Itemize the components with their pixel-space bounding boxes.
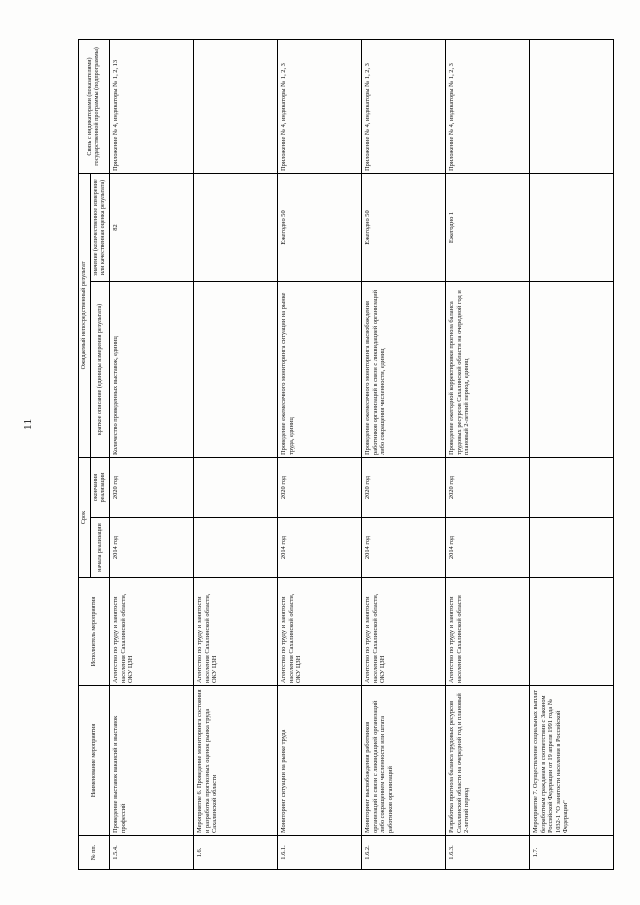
table-row: [362, 39, 446, 869]
rotated-table-area: [78, 40, 570, 870]
header-term-end: окончания реализации: [91, 458, 110, 518]
table-row: [530, 39, 614, 869]
row-link: Приложение № 4, индикаторы № 1, 2, 3: [446, 39, 530, 173]
row-term-end: 2020 год: [110, 458, 194, 518]
row-link: [194, 39, 278, 173]
header-link: Связь с индикаторами (показателями) государственной программы (подпрограммы): [79, 39, 110, 173]
row-result-value: Ежегодно 1: [446, 173, 530, 281]
row-measure-name: Мероприятие 7. Осуществление социальных выплат безработным гражданам в соответствии с Законом Российской Федерации от 19 апреля 1991 года № 1032-1 "О занятости населения в Российской Федерации": [530, 686, 614, 836]
row-executor: Агентство по труду и занятости населения Сахалинской области, ОКУ ЦЗН: [110, 578, 194, 686]
row-link: Приложение № 4, индикаторы № 1, 2, 3: [278, 39, 362, 173]
header-term-start: начала реализации: [91, 518, 110, 578]
row-executor: Агентство по труду и занятости населения Сахалинской области, ОКУ ЦЗН: [278, 578, 362, 686]
row-result-desc: Количество проведенных выставок, единиц: [110, 282, 194, 458]
row-result-desc: [530, 282, 614, 458]
row-executor: [530, 578, 614, 686]
row-term-start: [194, 518, 278, 578]
row-result-value: [530, 173, 614, 281]
row-number: 1.7.: [530, 836, 614, 870]
row-term-start: 2014 год: [362, 518, 446, 578]
row-result-desc: Проведение ежемесячного мониторинга ситуации на рынке труда, единиц: [278, 282, 362, 458]
row-measure-name: Мониторинг высвобождения работников организаций в связи с ликвидацией организаций либо сокращением численности или штата работников организаций: [362, 686, 446, 836]
row-number: 1.6.3.: [446, 836, 530, 870]
table-row: [194, 39, 278, 869]
row-number: 1.5.4.: [110, 836, 194, 870]
row-term-end: 2020 год: [446, 458, 530, 518]
header-num: № пп.: [79, 836, 110, 870]
program-measures-table: [78, 39, 614, 870]
row-measure-name: Проведение выставок вакансий и выставок профессий: [110, 686, 194, 836]
row-result-value: Ежегодно 50: [362, 173, 446, 281]
row-measure-name: Разработка прогноза баланса трудовых ресурсов Сахалинской области на очередной год и плановый 2-летний период: [446, 686, 530, 836]
row-number: 1.6.1.: [278, 836, 362, 870]
row-link: Приложение № 4, индикаторы № 1, 2, 13: [110, 39, 194, 173]
row-result-desc: Проведение ежегодной корректировки прогноза баланса трудовых ресурсов Сахалинской области на очередной год и плановый 2-летний период, единиц: [446, 282, 530, 458]
row-measure-name: Мониторинг ситуации на рынке труда: [278, 686, 362, 836]
row-result-desc: [194, 282, 278, 458]
row-result-value: 82: [110, 173, 194, 281]
row-executor: Агентство по труду и занятости населения Сахалинской области: [446, 578, 530, 686]
header-result-group: Ожидаемый непосредственный результат: [79, 173, 91, 457]
row-result-desc: Проведение ежемесячного мониторинга высвобождения работников организаций в связи с ликвидацией организаций либо сокращения численности, единиц: [362, 282, 446, 458]
row-measure-name: Мероприятие 6. Проведение мониторинга состояния и разработка прогнозных оценок рынка труда Сахалинской области: [194, 686, 278, 836]
table-header-row: [79, 39, 91, 869]
row-term-start: [530, 518, 614, 578]
row-executor: Агентство по труду и занятости населения Сахалинской области, ОКУ ЦЗН: [194, 578, 278, 686]
row-number: 1.6.: [194, 836, 278, 870]
row-executor: Агентство по труду и занятости населения Сахалинской области, ОКУ ЦЗН: [362, 578, 446, 686]
row-term-start: 2014 год: [278, 518, 362, 578]
row-term-end: 2020 год: [278, 458, 362, 518]
row-term-start: 2014 год: [446, 518, 530, 578]
page-number: 11: [22, 418, 34, 430]
row-number: 1.6.2.: [362, 836, 446, 870]
table-row: [110, 39, 194, 869]
header-term-group: Срок: [79, 458, 91, 578]
row-link: [530, 39, 614, 173]
row-term-end: [194, 458, 278, 518]
row-result-value: [194, 173, 278, 281]
table-row: [278, 39, 362, 869]
row-link: Приложение № 4, индикаторы № 1, 2, 3: [362, 39, 446, 173]
header-result-desc: краткое описание (единицы измерения результата): [91, 282, 110, 458]
row-term-end: 2020 год: [362, 458, 446, 518]
row-term-start: 2014 год: [110, 518, 194, 578]
header-result-value: значение (количественное измерение или качественная оценка результата): [91, 173, 110, 281]
table-row: [446, 39, 530, 869]
row-term-end: [530, 458, 614, 518]
header-executor: Исполнитель мероприятия: [79, 578, 110, 686]
header-name: Наименование мероприятия: [79, 686, 110, 836]
row-result-value: Ежегодно 50: [278, 173, 362, 281]
